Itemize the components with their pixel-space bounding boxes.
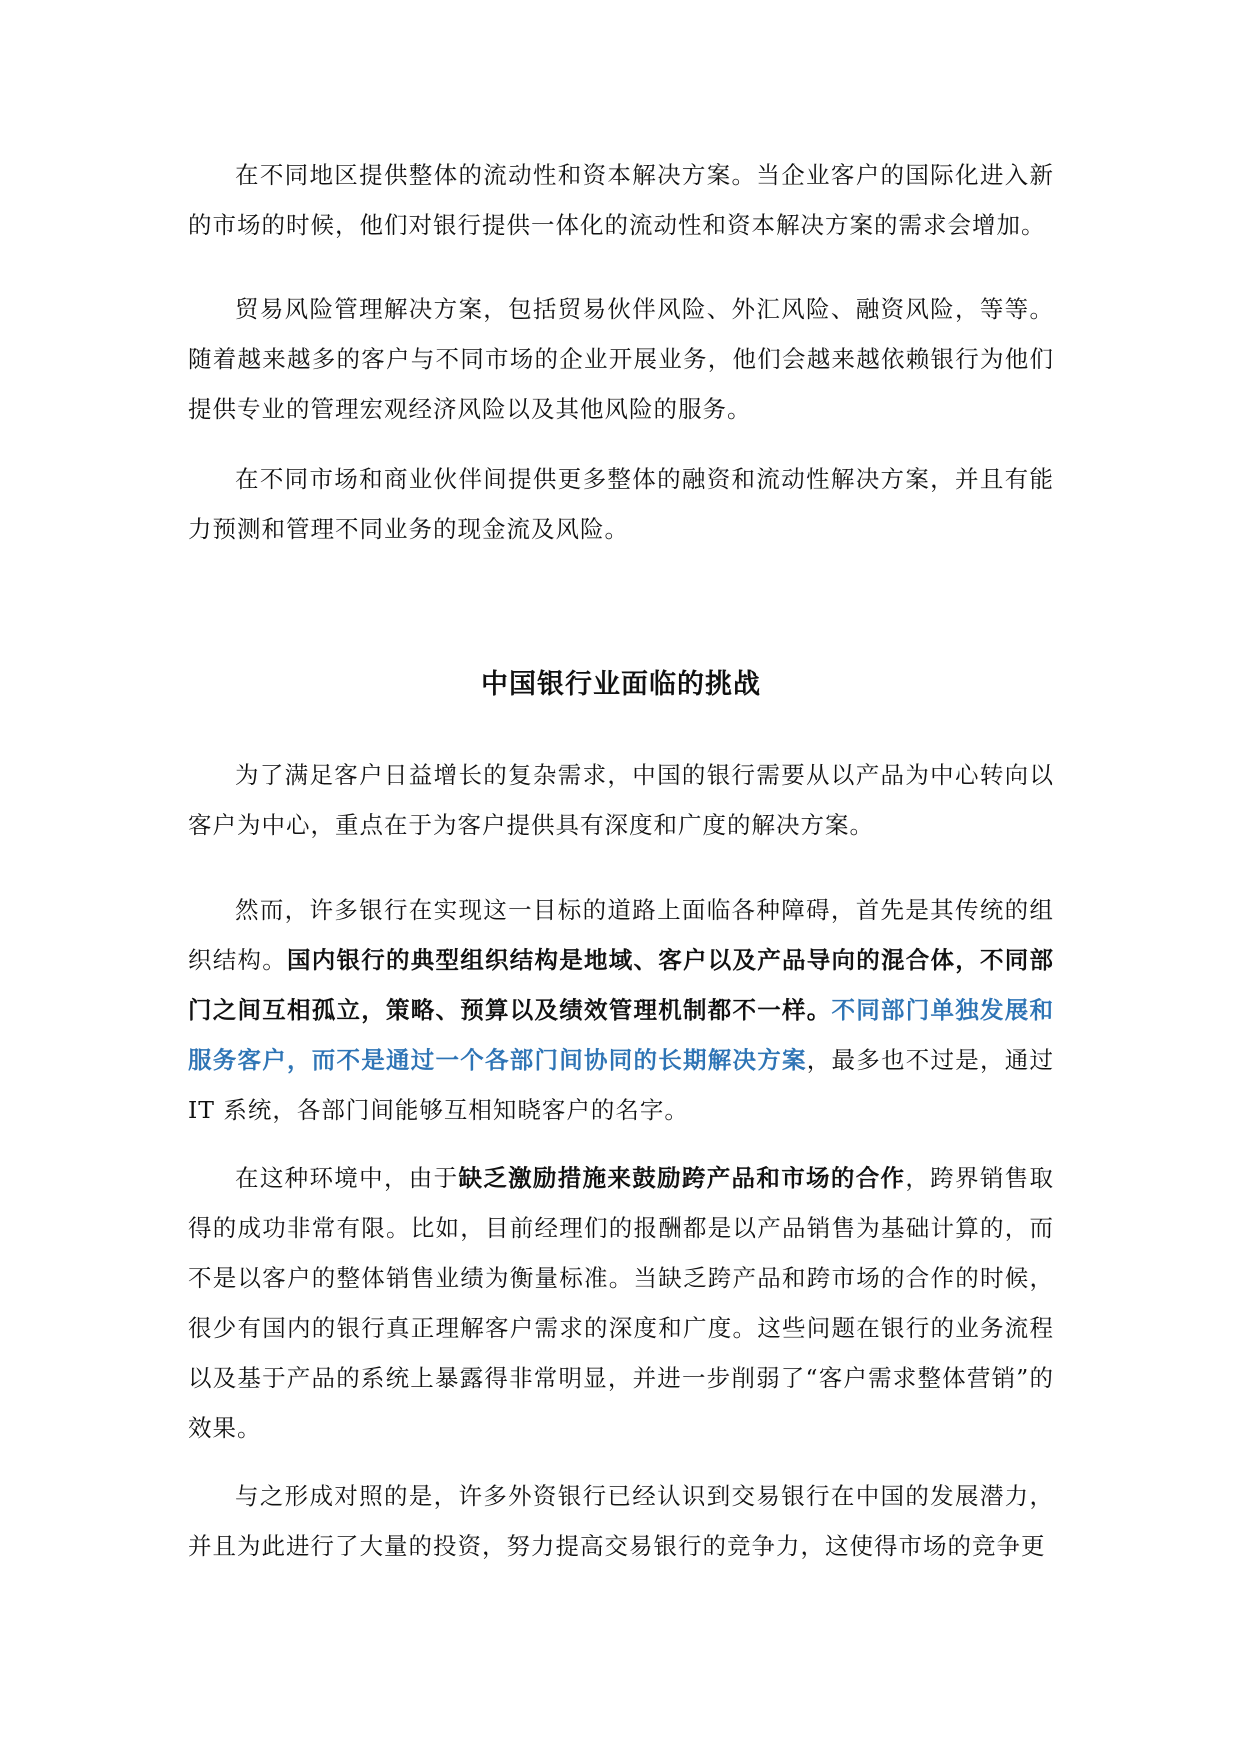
paragraph-cross-selling — [188, 1153, 1054, 1453]
bold-emphasis: 国内银行的典型组织结构是地域、客户以及产品导向的混合体，不同部门之间互相孤立，策略、预算以及绩效管理机制都不一样。 — [188, 946, 1054, 1024]
paragraph-text: ，最多也不过是，通过 IT 系统，各部门间能够互相知晓客户的名字。 — [188, 1046, 1054, 1124]
paragraph-text: ，跨界销售取得的成功非常有限。比如，目前经理们的报酬都是以产品销售为基础计算的，而不是以客户的整体销售业绩为衡量标准。当缺乏跨产品和跨市场的合作的时候，很少有国内的银行真正理解客户需求的深度和广度。这些问题在银行的业务流程以及基于产品的系统上暴露得非常明显，并进一步削弱了“客户需求整体营销”的效果。 — [188, 1164, 1054, 1442]
paragraph-organization-structure — [188, 885, 1054, 1135]
paragraph-customer-centric: 为了满足客户日益增长的复杂需求，中国的银行需要从以产品为中心转向以客户为中心，重点在于为客户提供具有深度和广度的解决方案。 — [188, 761, 1054, 839]
bold-emphasis: 缺乏激励措施来鼓励跨产品和市场的合作 — [458, 1164, 906, 1192]
blue-highlight: 不同部门单独发展和服务客户，而不是通过一个各部门间协同的长期解决方案 — [188, 996, 1054, 1074]
paragraph-financing-solutions: 在不同市场和商业伙伴间提供更多整体的融资和流动性解决方案，并且有能力预测和管理不同业务的现金流及风险。 — [188, 465, 1054, 543]
paragraph-foreign-banks: 与之形成对照的是，许多外资银行已经认识到交易银行在中国的发展潜力，并且为此进行了大量的投资，努力提高交易银行的竞争力，这使得市场的竞争更 — [188, 1482, 1054, 1560]
paragraph-text: 然而，许多银行在实现这一目标的道路上面临各种障碍，首先是其传统的组织结构。 — [188, 896, 1054, 974]
paragraph-text: 在这种环境中，由于 — [235, 1164, 459, 1192]
paragraph-liquidity-solutions: 在不同地区提供整体的流动性和资本解决方案。当企业客户的国际化进入新的市场的时候，他们对银行提供一体化的流动性和资本解决方案的需求会增加。 — [188, 161, 1054, 239]
paragraph-trade-risk: 贸易风险管理解决方案，包括贸易伙伴风险、外汇风险、融资风险，等等。随着越来越多的客户与不同市场的企业开展业务，他们会越来越依赖银行为他们提供专业的管理宏观经济风险以及其他风险的服务。 — [188, 295, 1054, 423]
section-heading: 中国银行业面临的挑战 — [481, 669, 761, 700]
